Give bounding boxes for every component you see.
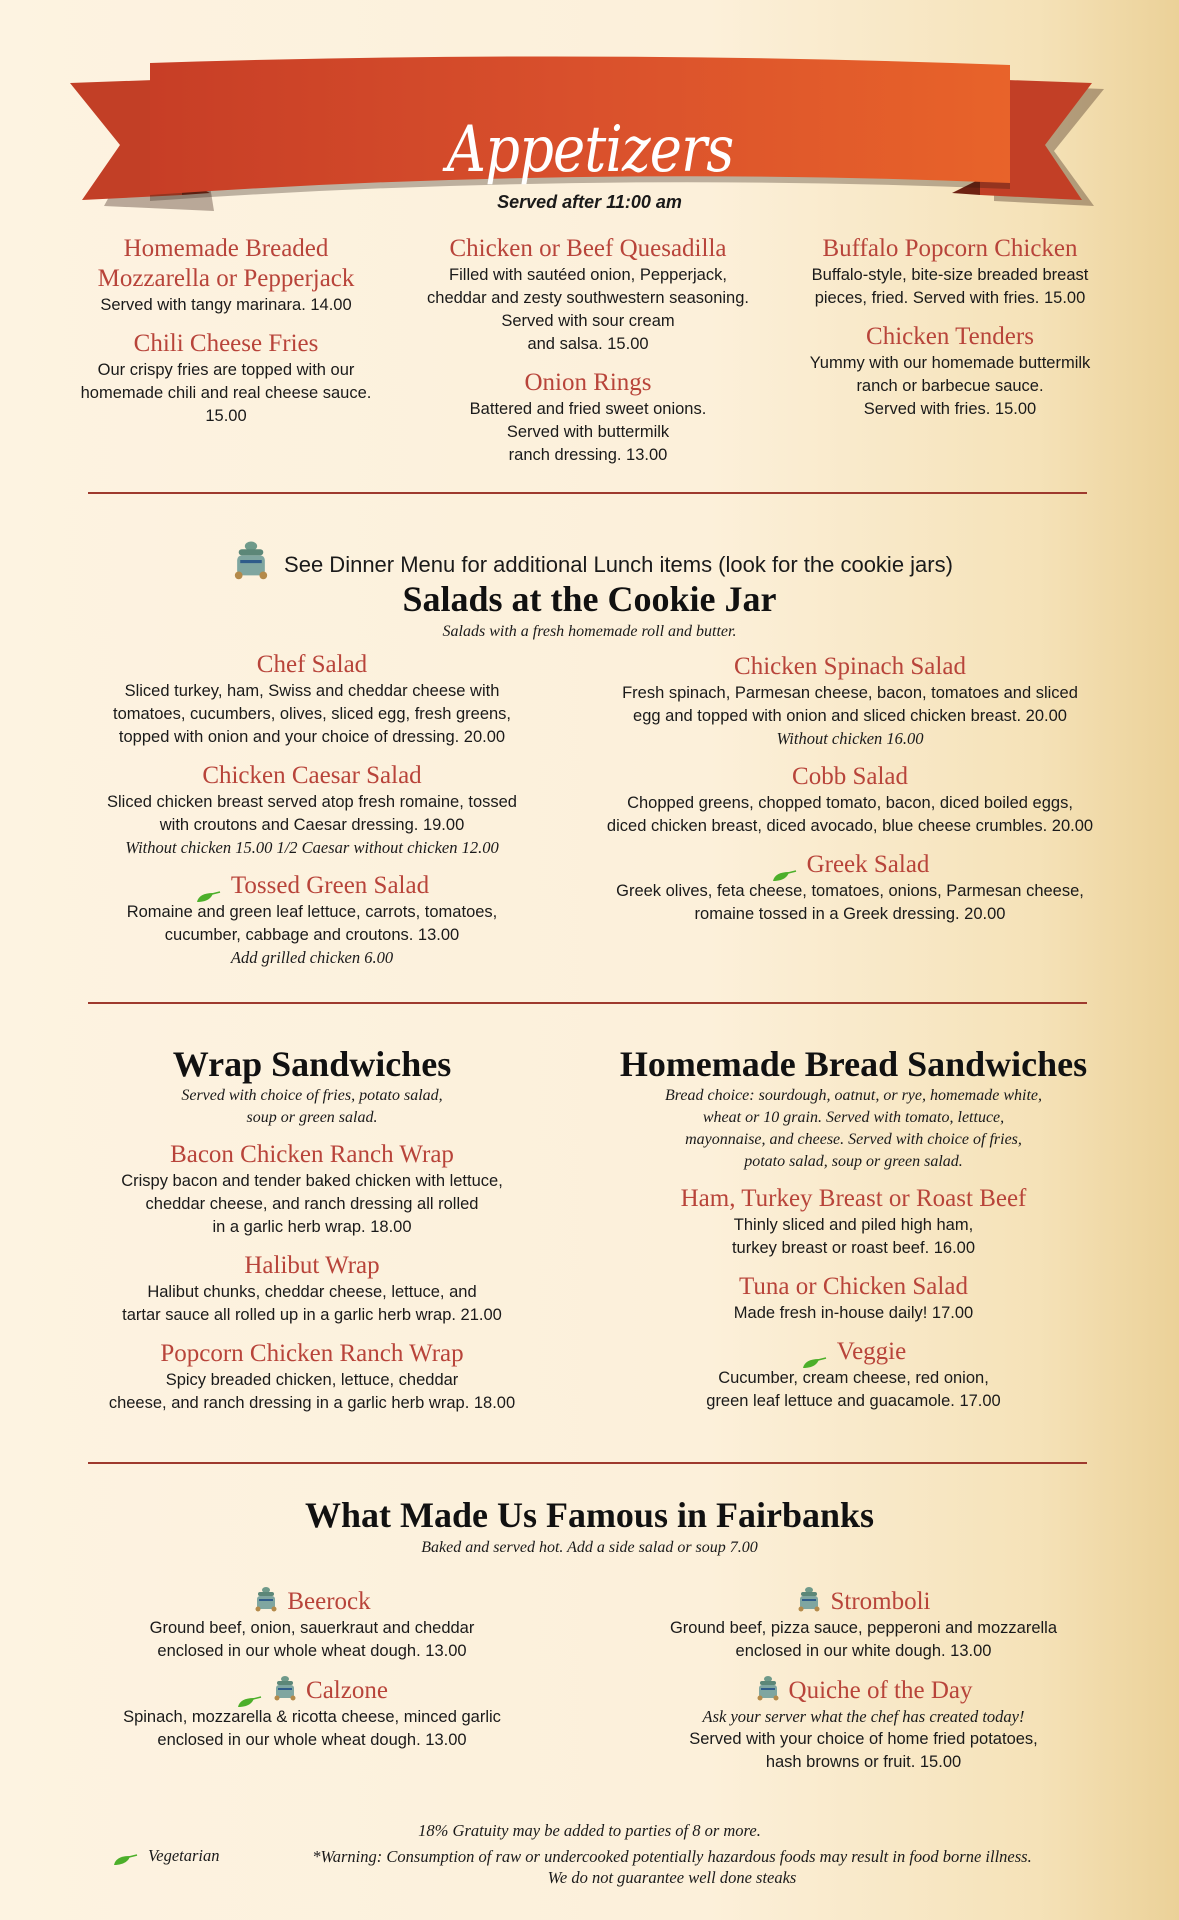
item-name-text: Tossed Green Salad bbox=[230, 872, 430, 899]
item-description: Spicy breaded chicken, lettuce, cheddar bbox=[165, 1371, 459, 1389]
item-name-text: Halibut Wrap bbox=[244, 1252, 380, 1279]
item-name bbox=[56, 264, 396, 294]
item-name bbox=[62, 1675, 562, 1706]
steaks-text: We do not guarantee well done steaks bbox=[547, 1868, 797, 1887]
menu-item bbox=[62, 761, 562, 859]
item-description: Served with sour cream bbox=[501, 312, 675, 330]
item-description: tomatoes, cucumbers, olives, sliced egg, fresh greens, bbox=[112, 705, 512, 723]
section-subtitle bbox=[0, 621, 1179, 643]
item-description: Battered and fried sweet onions. bbox=[469, 400, 707, 418]
item-note: Ask your server what the chef has created today! bbox=[702, 1707, 1025, 1726]
menu-column bbox=[600, 1586, 1127, 1786]
item-description: Romaine and green leaf lettuce, carrots, tomatoes, bbox=[126, 903, 498, 921]
item-description: Made fresh in-house daily! 17.00 bbox=[733, 1304, 974, 1322]
item-name bbox=[590, 1272, 1117, 1302]
item-name-text: Buffalo Popcorn Chicken bbox=[822, 235, 1078, 262]
item-description: cheddar cheese, and ranch dressing all rolled bbox=[145, 1195, 479, 1213]
item-name-text: Chili Cheese Fries bbox=[133, 330, 319, 357]
warning-text: *Warning: Consumption of raw or undercooked potentially hazardous foods may result in food borne illness. bbox=[312, 1847, 1032, 1866]
leaf-icon bbox=[801, 1347, 827, 1359]
leaf-icon bbox=[112, 1851, 138, 1863]
cookie-jar-icon bbox=[796, 1586, 822, 1612]
section-subtitle bbox=[62, 1085, 562, 1129]
item-description: Buffalo-style, bite-size breaded breast bbox=[811, 266, 1089, 284]
subtitle-line: Bread choice: sourdough, oatnut, or rye, homemade white, bbox=[665, 1087, 1042, 1104]
item-description: Served with tangy marinara. 14.00 bbox=[100, 296, 352, 314]
item-description: Filled with sautéed onion, Pepperjack, bbox=[449, 266, 727, 284]
item-name-text: Ham, Turkey Breast or Roast Beef bbox=[680, 1185, 1027, 1212]
cookie-jar-icon bbox=[226, 540, 276, 580]
banner-title: Appetizers bbox=[446, 113, 734, 187]
item-description: Served with your choice of home fried potatoes, bbox=[689, 1730, 1038, 1748]
menu-item bbox=[600, 1586, 1127, 1663]
item-description: Chopped greens, chopped tomato, bacon, diced boiled eggs, bbox=[627, 794, 1073, 812]
item-name bbox=[600, 1675, 1127, 1706]
menu-item bbox=[62, 1251, 562, 1327]
vegetarian-label: Vegetarian bbox=[148, 1846, 220, 1865]
item-name-text: Homemade Breaded bbox=[123, 235, 329, 262]
section-subtitle bbox=[590, 1085, 1117, 1173]
item-note: Add grilled chicken 6.00 bbox=[230, 948, 394, 967]
divider bbox=[88, 1462, 1087, 1464]
item-description: cheddar and zesty southwestern seasoning. bbox=[427, 289, 749, 307]
item-description: Spinach, mozzarella & ricotta cheese, minced garlic bbox=[123, 1708, 501, 1726]
section-title: Wrap Sandwiches bbox=[172, 1044, 452, 1084]
menu-column bbox=[62, 1586, 562, 1764]
item-name bbox=[62, 1586, 562, 1617]
section-subtitle bbox=[0, 1537, 1179, 1559]
item-description: ranch or barbecue sauce. bbox=[856, 377, 1044, 395]
subtitle-line: Served with choice of fries, potato salad, bbox=[181, 1087, 443, 1104]
menu-item bbox=[56, 234, 396, 317]
item-name bbox=[62, 761, 562, 791]
item-name-text: Popcorn Chicken Ranch Wrap bbox=[160, 1340, 464, 1367]
item-description: cheese, and ranch dressing in a garlic herb wrap. 18.00 bbox=[108, 1394, 516, 1412]
menu-item bbox=[590, 762, 1110, 838]
item-name bbox=[62, 1140, 562, 1170]
item-name bbox=[590, 652, 1110, 682]
item-description: Served with buttermilk bbox=[506, 423, 670, 441]
item-description: 15.00 bbox=[205, 407, 247, 425]
item-description: Cucumber, cream cheese, red onion, bbox=[718, 1369, 989, 1387]
item-description: turkey breast or roast beef. 16.00 bbox=[731, 1239, 976, 1257]
item-name bbox=[56, 234, 396, 264]
item-name bbox=[62, 1251, 562, 1281]
item-description: Ground beef, pizza sauce, pepperoni and mozzarella bbox=[669, 1619, 1058, 1637]
subtitle-line: Baked and served hot. Add a side salad or soup 7.00 bbox=[421, 1539, 758, 1556]
item-description: tartar sauce all rolled up in a garlic herb wrap. 21.00 bbox=[122, 1306, 502, 1324]
served-time: Served after 11:00 am bbox=[497, 192, 682, 212]
item-name bbox=[590, 1337, 1117, 1367]
menu-item bbox=[590, 1272, 1117, 1325]
item-name-text: Beerock bbox=[287, 1588, 371, 1615]
leaf-icon bbox=[195, 881, 221, 893]
item-note: Without chicken 16.00 bbox=[776, 729, 924, 748]
item-name bbox=[590, 850, 1110, 880]
item-name-text: Chicken or Beef Quesadilla bbox=[449, 235, 727, 262]
menu-item bbox=[62, 1586, 562, 1663]
cookie-jar-icon bbox=[272, 1675, 298, 1701]
item-description: homemade chili and real cheese sauce. bbox=[80, 384, 372, 402]
menu-item bbox=[770, 234, 1130, 310]
menu-item bbox=[62, 650, 562, 749]
item-name-text: Chicken Tenders bbox=[866, 323, 1034, 350]
item-name bbox=[56, 329, 396, 359]
item-description: Served with fries. 15.00 bbox=[863, 400, 1037, 418]
item-description: and salsa. 15.00 bbox=[527, 335, 649, 353]
menu-column bbox=[56, 234, 396, 440]
item-description: Sliced turkey, ham, Swiss and cheddar cheese with bbox=[124, 682, 500, 700]
item-name bbox=[770, 234, 1130, 264]
item-description: green leaf lettuce and guacamole. 17.00 bbox=[706, 1392, 1001, 1410]
item-name-text: Cobb Salad bbox=[792, 763, 908, 790]
menu-item bbox=[62, 1140, 562, 1239]
item-name bbox=[600, 1586, 1127, 1617]
leaf-icon bbox=[236, 1686, 262, 1698]
item-description: in a garlic herb wrap. 18.00 bbox=[212, 1218, 412, 1236]
menu-item bbox=[590, 652, 1110, 750]
menu-item bbox=[590, 1184, 1117, 1260]
item-description: Thinly sliced and piled high ham, bbox=[733, 1216, 974, 1234]
item-name-text: Bacon Chicken Ranch Wrap bbox=[170, 1141, 454, 1168]
item-description: Halibut chunks, cheddar cheese, lettuce, and bbox=[147, 1283, 477, 1301]
vegetarian-legend bbox=[112, 1846, 220, 1866]
item-description: romaine tossed in a Greek dressing. 20.00 bbox=[694, 905, 1006, 923]
menu-item bbox=[408, 234, 768, 356]
item-name-text: Calzone bbox=[306, 1677, 388, 1704]
menu-item bbox=[600, 1675, 1127, 1774]
gratuity-note: 18% Gratuity may be added to parties of 8 or more. bbox=[418, 1821, 761, 1840]
menu-column bbox=[590, 652, 1110, 938]
section-title: What Made Us Famous in Fairbanks bbox=[304, 1495, 875, 1535]
item-description: Sliced chicken breast served atop fresh romaine, tossed bbox=[107, 793, 517, 811]
item-name-text: Veggie bbox=[836, 1338, 907, 1365]
item-name bbox=[62, 871, 562, 901]
menu-item bbox=[590, 850, 1110, 926]
item-name-text: Chef Salad bbox=[256, 651, 368, 678]
menu-item bbox=[590, 1337, 1117, 1413]
appetizers-banner bbox=[70, 55, 1110, 245]
item-name bbox=[408, 368, 768, 398]
dinner-note-text: See Dinner Menu for additional Lunch items (look for the cookie jars) bbox=[284, 552, 953, 577]
item-description: enclosed in our whole wheat dough. 13.00 bbox=[157, 1731, 467, 1749]
menu-column bbox=[590, 1184, 1117, 1425]
cookie-jar-icon bbox=[253, 1586, 279, 1612]
menu-item bbox=[62, 871, 562, 969]
menu-column bbox=[62, 1140, 562, 1427]
subtitle-line: potato salad, soup or green salad. bbox=[744, 1153, 963, 1170]
item-name-text: Chicken Spinach Salad bbox=[734, 653, 966, 680]
item-name-text: Greek Salad bbox=[806, 851, 930, 878]
item-name-text: Stromboli bbox=[830, 1588, 931, 1615]
leaf-icon bbox=[771, 860, 797, 872]
item-name-text: Chicken Caesar Salad bbox=[202, 762, 422, 789]
item-name bbox=[590, 762, 1110, 792]
item-name-text: Quiche of the Day bbox=[788, 1677, 973, 1704]
menu-column bbox=[770, 234, 1130, 433]
item-description: hash browns or fruit. 15.00 bbox=[765, 1753, 962, 1771]
item-description: Crispy bacon and tender baked chicken with lettuce, bbox=[121, 1172, 503, 1190]
section-title: Salads at the Cookie Jar bbox=[402, 579, 777, 619]
item-name bbox=[590, 1184, 1117, 1214]
subtitle-line: mayonnaise, and cheese. Served with choice of fries, bbox=[685, 1131, 1022, 1148]
item-description: topped with onion and your choice of dressing. 20.00 bbox=[118, 728, 506, 746]
item-description: enclosed in our white dough. 13.00 bbox=[735, 1642, 992, 1660]
menu-column bbox=[408, 234, 768, 479]
menu-item bbox=[62, 1675, 562, 1752]
item-description: cucumber, cabbage and croutons. 13.00 bbox=[164, 926, 460, 944]
item-name-text: Tuna or Chicken Salad bbox=[739, 1273, 968, 1300]
subtitle-line: soup or green salad. bbox=[246, 1109, 378, 1126]
subtitle-line: Salads with a fresh homemade roll and butter. bbox=[442, 623, 737, 640]
item-description: Ground beef, onion, sauerkraut and cheddar bbox=[149, 1619, 475, 1637]
section-title: Homemade Bread Sandwiches bbox=[619, 1044, 1088, 1084]
divider bbox=[88, 1002, 1087, 1004]
item-description: Yummy with our homemade buttermilk bbox=[809, 354, 1091, 372]
item-description: enclosed in our whole wheat dough. 13.00 bbox=[157, 1642, 467, 1660]
food-warning bbox=[262, 1846, 1082, 1888]
item-description: Our crispy fries are topped with our bbox=[97, 361, 355, 379]
divider bbox=[88, 492, 1087, 494]
item-description: ranch dressing. 13.00 bbox=[508, 446, 668, 464]
menu-item bbox=[770, 322, 1130, 421]
item-name bbox=[62, 650, 562, 680]
item-description: Fresh spinach, Parmesan cheese, bacon, tomatoes and sliced bbox=[622, 684, 1078, 702]
item-description: Greek olives, feta cheese, tomatoes, onions, Parmesan cheese, bbox=[616, 882, 1084, 900]
menu-item bbox=[62, 1339, 562, 1415]
menu-column bbox=[62, 650, 562, 981]
dinner-menu-note bbox=[0, 540, 1179, 580]
item-description: pieces, fried. Served with fries. 15.00 bbox=[814, 289, 1086, 307]
menu-item bbox=[56, 329, 396, 428]
item-description: egg and topped with onion and sliced chicken breast. 20.00 bbox=[633, 707, 1067, 725]
menu-item bbox=[408, 368, 768, 467]
item-description: with croutons and Caesar dressing. 19.00 bbox=[159, 816, 465, 834]
item-name-text: Onion Rings bbox=[524, 369, 652, 396]
subtitle-line: wheat or 10 grain. Served with tomato, lettuce, bbox=[702, 1109, 1005, 1126]
item-name bbox=[408, 234, 768, 264]
item-note: Without chicken 15.00 1/2 Caesar without chicken 12.00 bbox=[125, 838, 499, 857]
item-name-text: Mozzarella or Pepperjack bbox=[97, 265, 355, 292]
item-name bbox=[62, 1339, 562, 1369]
cookie-jar-icon bbox=[755, 1675, 781, 1701]
item-name bbox=[770, 322, 1130, 352]
item-description: diced chicken breast, diced avocado, blue cheese crumbles. 20.00 bbox=[606, 817, 1094, 835]
